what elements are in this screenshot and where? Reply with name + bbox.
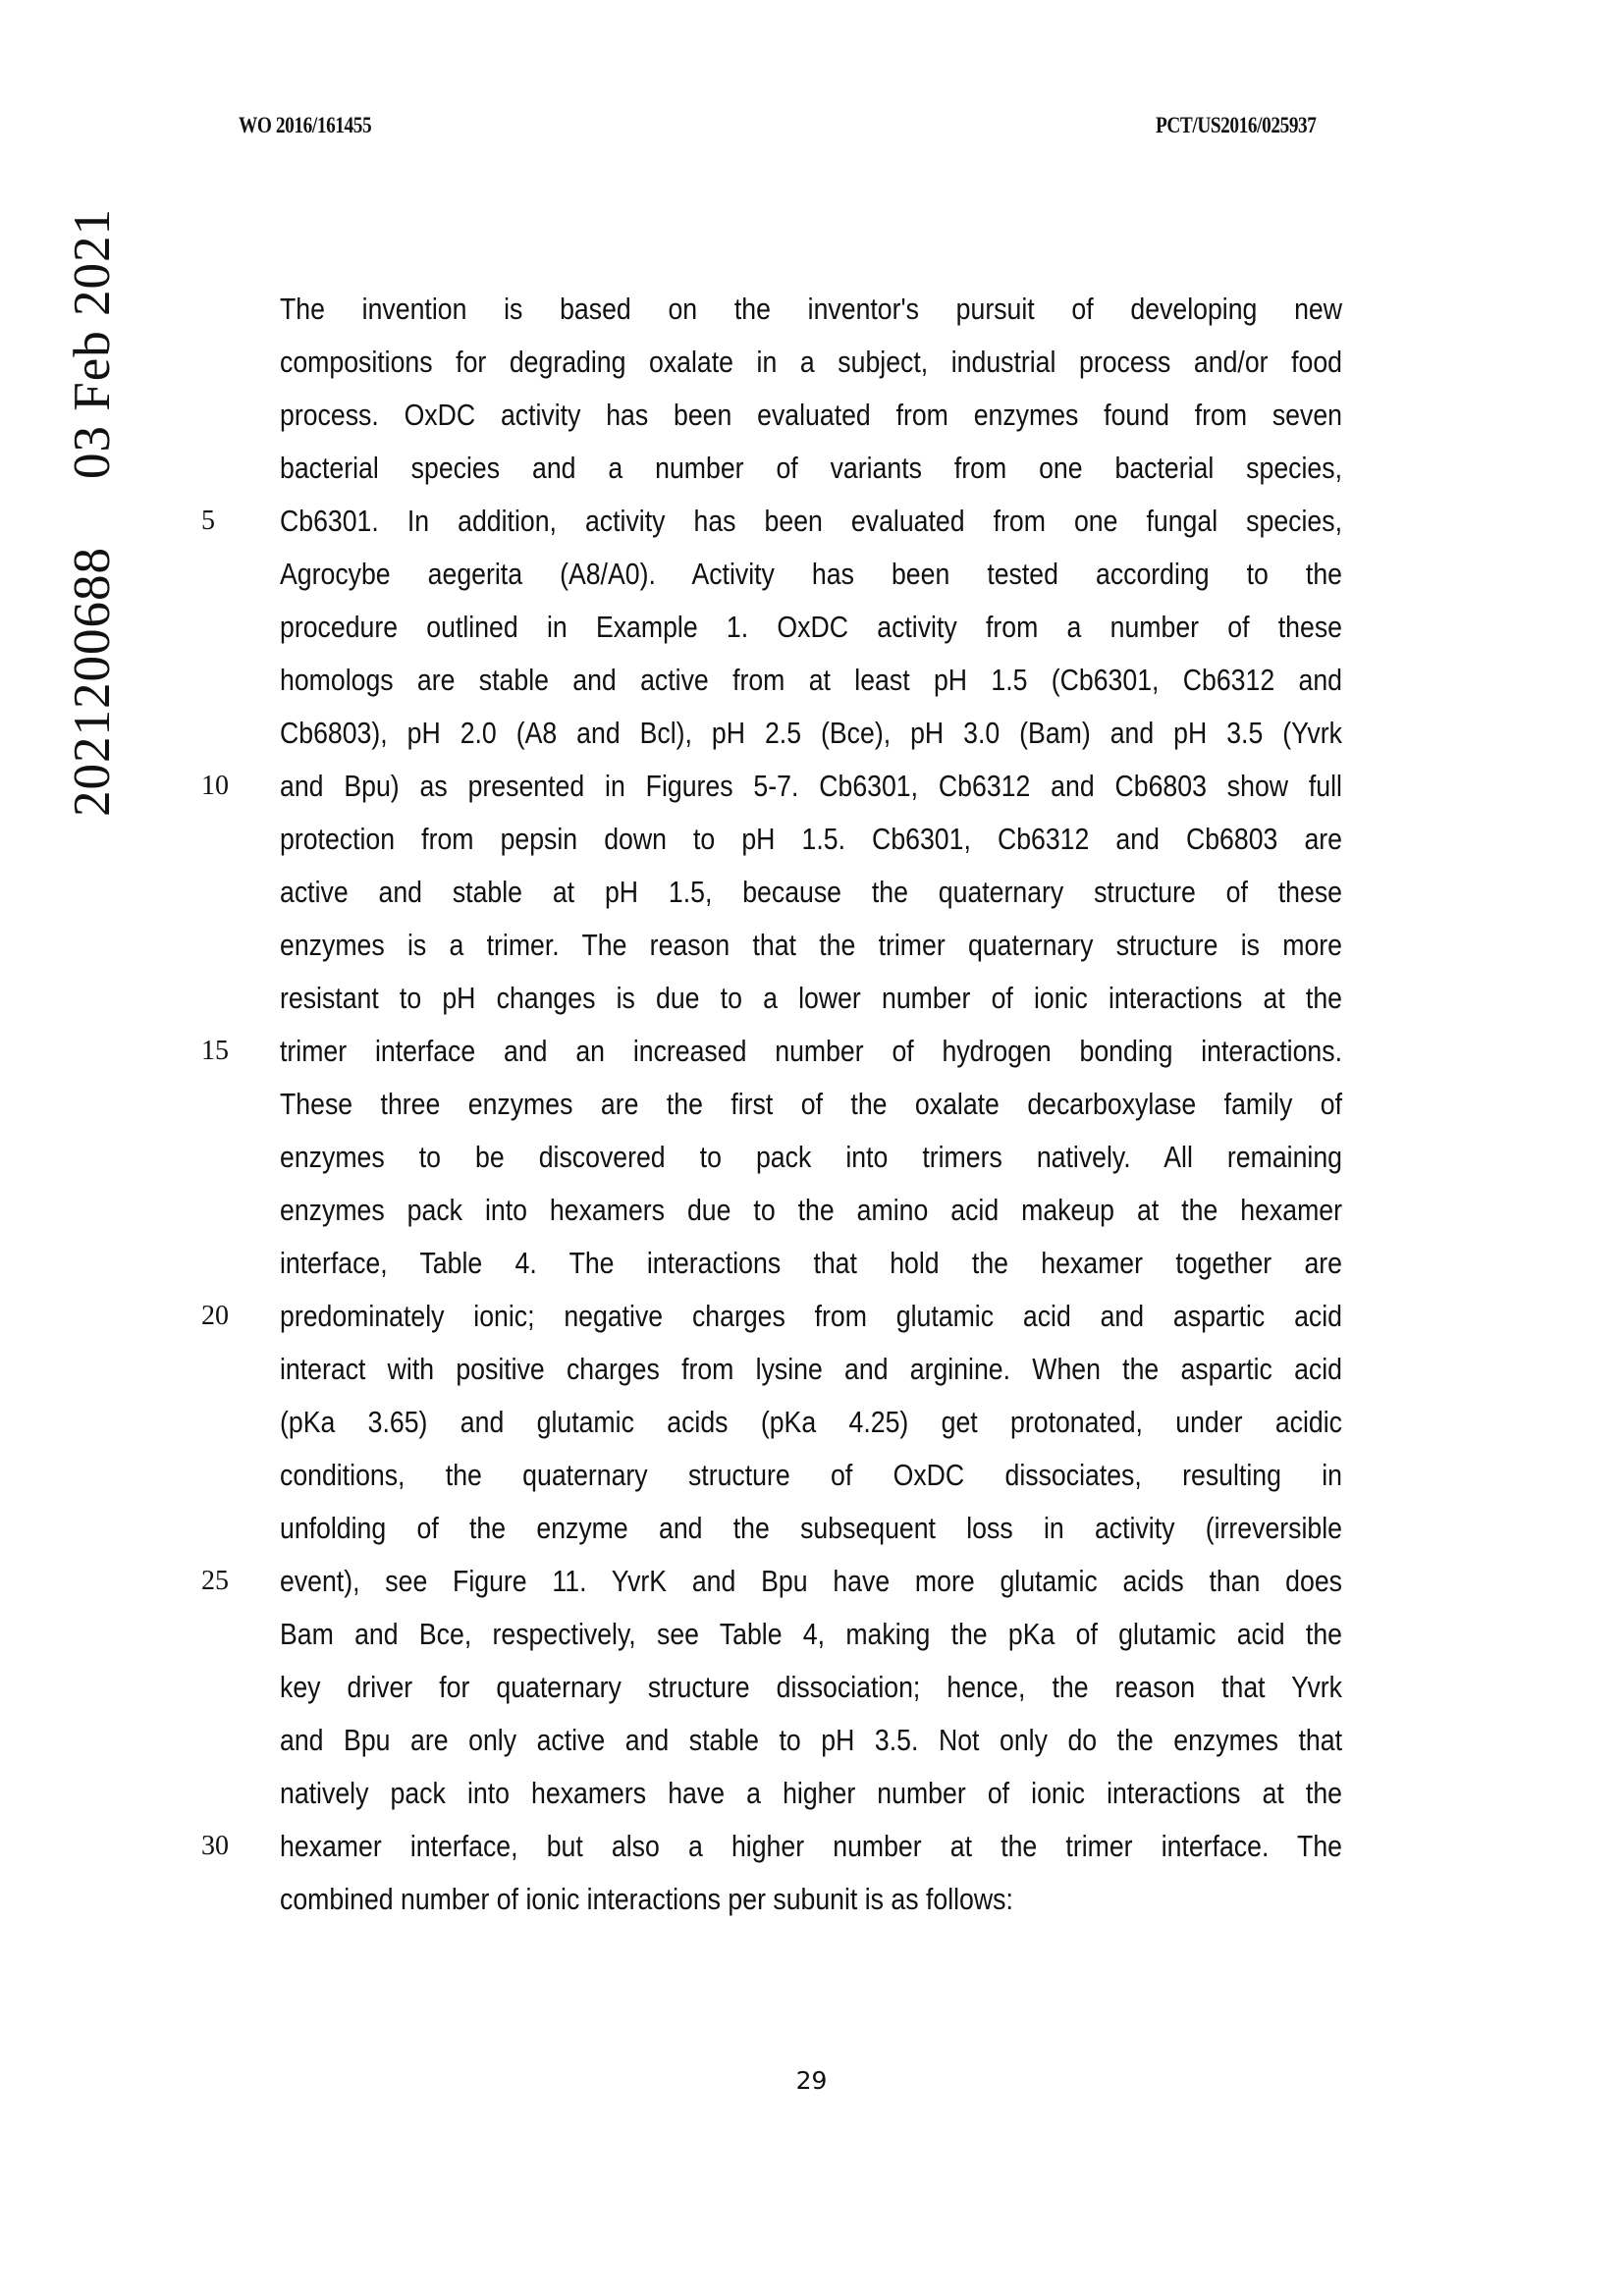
line-text: These three enzymes are the first of the oxalate decarboxylase family of xyxy=(280,1087,1342,1121)
text-line xyxy=(201,760,1342,813)
text-line xyxy=(280,1343,1342,1396)
text-line xyxy=(280,1714,1342,1767)
line-text: enzymes pack into hexamers due to the amino acid makeup at the hexamer xyxy=(280,1193,1342,1227)
text-line xyxy=(280,283,1342,336)
line-text: (pKa 3.65) and glutamic acids (pKa 4.25) get protonated, under acidic xyxy=(280,1405,1342,1439)
stamp-date: 03 Feb 2021 xyxy=(64,208,121,479)
line-text: conditions, the quaternary structure of OxDC dissociates, resulting in xyxy=(280,1458,1342,1492)
line-text: Cb6301. In addition, activity has been evaluated from one fungal species, xyxy=(280,504,1342,538)
line-number: 20 xyxy=(201,1301,229,1331)
line-text: Cb6803), pH 2.0 (A8 and Bcl), pH 2.5 (Bce), pH 3.0 (Bam) and pH 3.5 (Yvrk xyxy=(280,716,1342,750)
line-text: process. OxDC activity has been evaluated from enzymes found from seven xyxy=(280,398,1342,432)
line-text: active and stable at pH 1.5, because the quaternary structure of these xyxy=(280,875,1342,909)
stamp-number: 2021200688 xyxy=(64,547,121,817)
text-line xyxy=(280,1502,1342,1555)
text-line xyxy=(201,1820,1342,1873)
text-line xyxy=(280,1078,1342,1131)
line-text: Agrocybe aegerita (A8/A0). Activity has been tested according to the xyxy=(280,557,1342,591)
text-line xyxy=(280,1131,1342,1184)
text-line xyxy=(280,336,1342,389)
text-line xyxy=(280,1767,1342,1820)
line-text: enzymes is a trimer. The reason that the trimer quaternary structure is more xyxy=(280,928,1342,962)
page-number xyxy=(0,2065,1623,2097)
text-line xyxy=(280,654,1342,707)
line-text: interface, Table 4. The interactions that hold the hexamer together are xyxy=(280,1246,1342,1280)
text-line xyxy=(201,495,1342,548)
line-text: event), see Figure 11. YvrK and Bpu have more glutamic acids than does xyxy=(280,1564,1342,1598)
text-line xyxy=(280,813,1342,866)
text-line xyxy=(280,919,1342,972)
line-text: key driver for quaternary structure dissociation; hence, the reason that Yvrk xyxy=(280,1670,1342,1704)
line-text: predominately ionic; negative charges from glutamic acid and aspartic acid xyxy=(280,1299,1342,1333)
line-text: bacterial species and a number of variants from one bacterial species, xyxy=(280,451,1342,485)
line-number: 5 xyxy=(201,506,215,536)
line-text: combined number of ionic interactions per subunit is as follows: xyxy=(280,1882,1013,1916)
text-line xyxy=(280,442,1342,495)
line-number: 10 xyxy=(201,771,229,801)
line-number: 25 xyxy=(201,1566,229,1596)
text-line xyxy=(201,1290,1342,1343)
publication-number: WO 2016/161455 xyxy=(239,113,372,137)
line-number: 30 xyxy=(201,1831,229,1861)
line-text: The invention is based on the inventor's pursuit of developing new xyxy=(280,292,1342,326)
line-text: homologs are stable and active from at least pH 1.5 (Cb6301, Cb6312 and xyxy=(280,663,1342,697)
text-line xyxy=(280,1237,1342,1290)
text-line xyxy=(280,1873,1342,1926)
text-line xyxy=(280,1661,1342,1714)
line-number: 15 xyxy=(201,1036,229,1066)
text-line xyxy=(280,972,1342,1025)
text-line xyxy=(280,1184,1342,1237)
line-text: hexamer interface, but also a higher number at the trimer interface. The xyxy=(280,1829,1342,1863)
text-line xyxy=(201,1555,1342,1608)
text-line xyxy=(280,1608,1342,1661)
line-text: protection from pepsin down to pH 1.5. Cb6301, Cb6312 and Cb6803 are xyxy=(280,822,1342,856)
line-text: and Bpu) as presented in Figures 5-7. Cb6301, Cb6312 and Cb6803 show full xyxy=(280,769,1342,803)
text-line xyxy=(280,866,1342,919)
line-text: Bam and Bce, respectively, see Table 4, making the pKa of glutamic acid the xyxy=(280,1617,1342,1651)
line-text: and Bpu are only active and stable to pH 3.5. Not only do the enzymes that xyxy=(280,1723,1342,1757)
line-text: interact with positive charges from lysine and arginine. When the aspartic acid xyxy=(280,1352,1342,1386)
text-line xyxy=(201,1025,1342,1078)
text-line xyxy=(280,389,1342,442)
line-text: compositions for degrading oxalate in a subject, industrial process and/or food xyxy=(280,345,1342,379)
line-text: resistant to pH changes is due to a lower number of ionic interactions at the xyxy=(280,981,1342,1015)
text-line xyxy=(280,601,1342,654)
line-text: procedure outlined in Example 1. OxDC activity from a number of these xyxy=(280,610,1342,644)
line-text: enzymes to be discovered to pack into trimers natively. All remaining xyxy=(280,1140,1342,1174)
text-line xyxy=(280,1396,1342,1449)
side-stamp xyxy=(64,208,121,817)
text-line xyxy=(280,707,1342,760)
line-text: trimer interface and an increased number of hydrogen bonding interactions. xyxy=(280,1034,1342,1068)
line-text: natively pack into hexamers have a higher number of ionic interactions at the xyxy=(280,1776,1342,1810)
text-line xyxy=(280,1449,1342,1502)
text-line xyxy=(280,548,1342,601)
body-paragraph xyxy=(201,283,1342,1926)
page-number-text: 29 xyxy=(795,2066,828,2095)
application-number: PCT/US2016/025937 xyxy=(1156,113,1317,137)
line-text: unfolding of the enzyme and the subsequent loss in activity (irreversible xyxy=(280,1511,1342,1545)
